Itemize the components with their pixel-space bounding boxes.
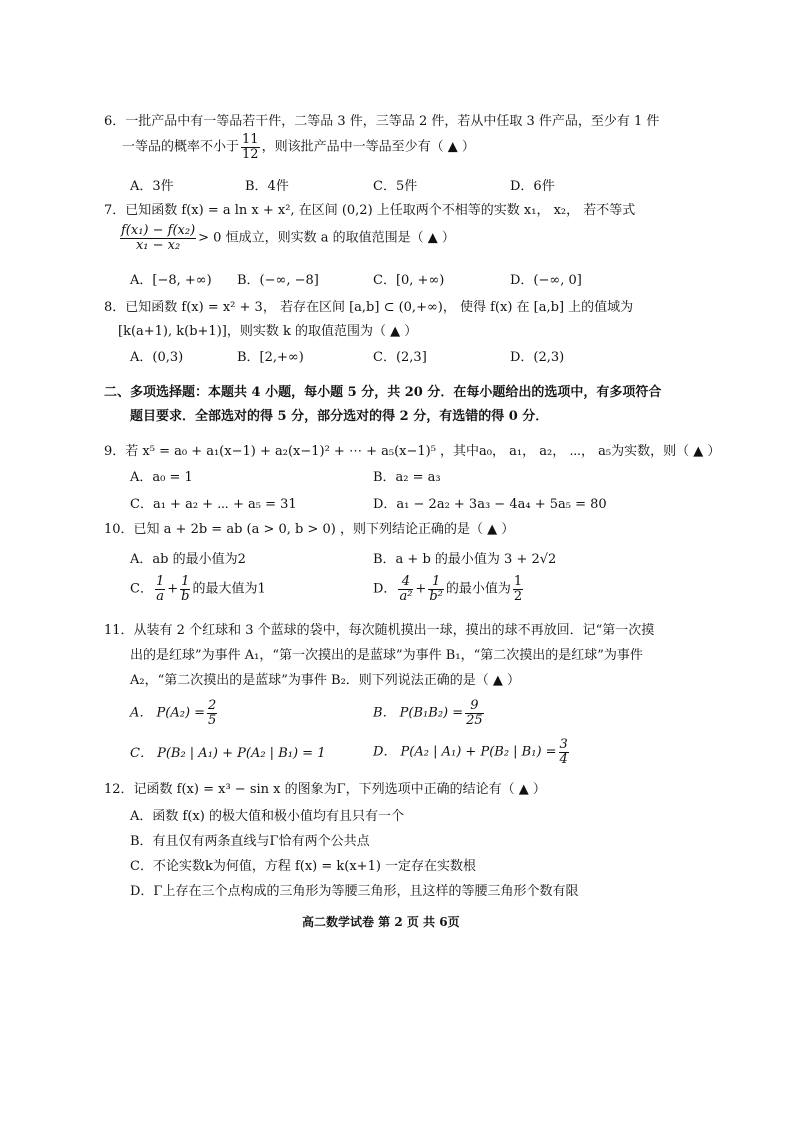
q10-d-label: D． (373, 581, 397, 597)
q6-stem-pre: 一等品的概率不小于 (122, 139, 240, 155)
q10-c-f1-den: a (156, 588, 164, 604)
q7-option-a: A．[−8, +∞) (130, 273, 212, 288)
q9-option-c: C．a₁ + a₂ + ⋯ + a₅ = 31 (130, 497, 297, 512)
q11-stem-line2: 出的是红球”为事件 A₁，“第一次摸出的是蓝球”为事件 B₁，“第二次摸出的是红球”为事件 (130, 648, 643, 663)
q7-option-c: C．[0, +∞) (373, 273, 445, 288)
q11-b-frac (465, 699, 484, 727)
q11-a-frac (207, 699, 217, 727)
q11-option-b (373, 699, 486, 727)
q11-option-d (373, 738, 571, 766)
q10-stem: 10．已知 a + 2b = ab (a > 0, b > 0) ，则下列结论正确的是（ ▲ ） (104, 522, 515, 537)
q10-c-text: 的最大值为1 (192, 581, 266, 597)
q12-stem: 12．记函数 f(x) = x³ − sin x 的图象为Γ，下列选项中正确的结论有（ ▲ ） (104, 782, 546, 797)
q7-stem-line2 (118, 224, 455, 252)
q11-d-frac (559, 738, 569, 766)
q11-stem-line3: A₂，“第二次摸出的是蓝球”为事件 B₂．则下列说法正确的是（ ▲ ） (130, 673, 521, 688)
q10-d-f1-num: 4 (398, 575, 413, 590)
q9-stem: 9．若 x⁵ = a₀ + a₁(x−1) + a₂(x−1)² + ⋯ + a₅(x−1)⁵ ，其中a₀， a₁， a₂， ⋯， a₅为实数，则（ ▲ ） (104, 444, 721, 459)
q6-fraction (241, 133, 260, 161)
q11-a-text: A． P(A₂) = (130, 705, 206, 721)
section2-heading-line2: 题目要求．全部选对的得 5 分，部分选对的得 2 分，有选错的得 0 分． (130, 409, 549, 424)
q8-stem-line2: [k(a+1), k(b+1)]，则实数 k 的取值范围为（ ▲ ） (118, 324, 418, 339)
q10-d-f1-den: a² (399, 588, 413, 604)
q10-c-frac2 (180, 575, 190, 603)
q6-stem-line2 (122, 133, 475, 161)
q11-d-den: 4 (559, 751, 568, 767)
q7-fraction (120, 224, 196, 252)
q11-b-text: B． P(B₁B₂) = (373, 705, 464, 721)
q11-b-den: 25 (466, 712, 483, 728)
q7-stem-post: > 0 恒成立，则实数 a 的取值范围是（ ▲ ） (198, 230, 455, 246)
page-footer: 高二数学试卷 第 2 页 共 6页 (302, 915, 460, 929)
q8-option-d: D．(2,3) (510, 350, 565, 365)
q10-c-frac1 (155, 575, 165, 603)
q9-option-d: D．a₁ − 2a₂ + 3a₃ − 4a₄ + 5a₅ = 80 (373, 497, 607, 512)
q11-a-num: 2 (208, 698, 217, 713)
q10-d-f2-den: b² (429, 588, 443, 604)
q11-stem-line1: 11．从装有 2 个红球和 3 个蓝球的袋中，每次随机摸出一球，摸出的球不再放回．记“第一次摸 (104, 623, 655, 638)
q10-c-f2-num: 1 (181, 574, 190, 589)
q6-option-d: D．6件 (510, 179, 555, 194)
q10-option-c: C． $\frac{1}{a}$ + $\frac{1}{b}$ 的最大值为1 (130, 574, 266, 604)
q9-option-b: B．a₂ = a₃ (373, 470, 441, 485)
q10-d-text: 的最小值为 (445, 581, 511, 597)
q10-d-f3-den: 2 (513, 588, 523, 604)
q6-option-b: B．4件 (245, 179, 289, 194)
q12-option-b: B．有且仅有两条直线与Γ恰有两个公共点 (130, 834, 370, 849)
q10-d-frac2 (428, 575, 444, 603)
q6-option-c: C．5件 (373, 179, 418, 194)
q10-option-a: A．ab 的最小值为2 (130, 552, 246, 567)
q6-stem-line1: 6．一批产品中有一等品若干件，二等品 3 件，三等品 2 件，若从中任取 3 件产品，至少有 1 件 (104, 114, 660, 129)
q10-option-d: D． $\frac{4}{\text{a²}}$ + $\frac{1}{\text{b²}}$ 的最小值为 $\frac{1}{2}$ (373, 574, 523, 604)
q11-d-num: 3 (559, 737, 568, 752)
q12-option-a: A．函数 f(x) 的极大值和极小值均有且只有一个 (130, 809, 404, 824)
q8-stem-line1: 8．已知函数 f(x) = x² + 3， 若存在区间 [a,b] ⊂ (0,+∞)， 使得 f(x) 在 [a,b] 上的值域为 (104, 300, 634, 315)
q12-option-d: D．Γ上存在三个点构成的三角形为等腰三角形，且这样的等腰三角形个数有限 (130, 884, 579, 899)
q10-c-label: C． (130, 581, 153, 597)
q7-stem-line1: 7．已知函数 f(x) = a ln x + x², 在区间 (0,2) 上任取两个不相等的实数 x₁， x₂， 若不等式 (104, 203, 636, 218)
q7-frac-num: f(x₁) − f(x₂) (121, 223, 196, 238)
q7-option-d: D．(−∞, 0] (510, 273, 582, 288)
q11-option-c: C． P(B₂ | A₁) + P(A₂ | B₁) = 1 (130, 746, 326, 761)
q6-stem-post: ，则该批产品中一等品至少有（ ▲ ） (261, 139, 475, 155)
q10-c-f1-num: 1 (155, 574, 165, 589)
q6-frac-den: 12 (242, 146, 259, 162)
q10-d-frac1 (398, 575, 413, 603)
q12-option-c: C．不论实数k为何值，方程 f(x) = k(x+1) 一定存在实数根 (130, 859, 477, 874)
q11-a-den: 5 (208, 712, 217, 728)
q7-option-b: B．(−∞, −8] (237, 273, 319, 288)
q11-d-text: D． P(A₂ | A₁) + P(B₂ | B₁) = (373, 744, 557, 760)
q6-option-a: A．3件 (130, 179, 174, 194)
q11-option-a (130, 699, 219, 727)
q8-option-c: C．(2,3] (373, 350, 427, 365)
q10-option-b: B．a + b 的最小值为 3 + 2√2 (373, 552, 557, 567)
q11-b-num: 9 (465, 699, 484, 714)
q8-option-b: B．[2,+∞) (237, 350, 304, 365)
q6-frac-num: 11 (242, 132, 259, 147)
q9-option-a: A．a₀ = 1 (130, 470, 193, 485)
q10-d-frac3 (513, 575, 523, 603)
q7-frac-den: x₁ − x₂ (135, 237, 181, 253)
section2-heading-line1: 二、多项选择题：本题共 4 小题，每小题 5 分，共 20 分．在每小题给出的选项中，有多项符合 (104, 385, 662, 400)
q10-d-f3-num: 1 (513, 574, 523, 589)
q8-option-a: A．(0,3) (130, 350, 184, 365)
q10-c-f2-den: b (181, 588, 190, 604)
q10-d-f2-num: 1 (428, 575, 444, 590)
